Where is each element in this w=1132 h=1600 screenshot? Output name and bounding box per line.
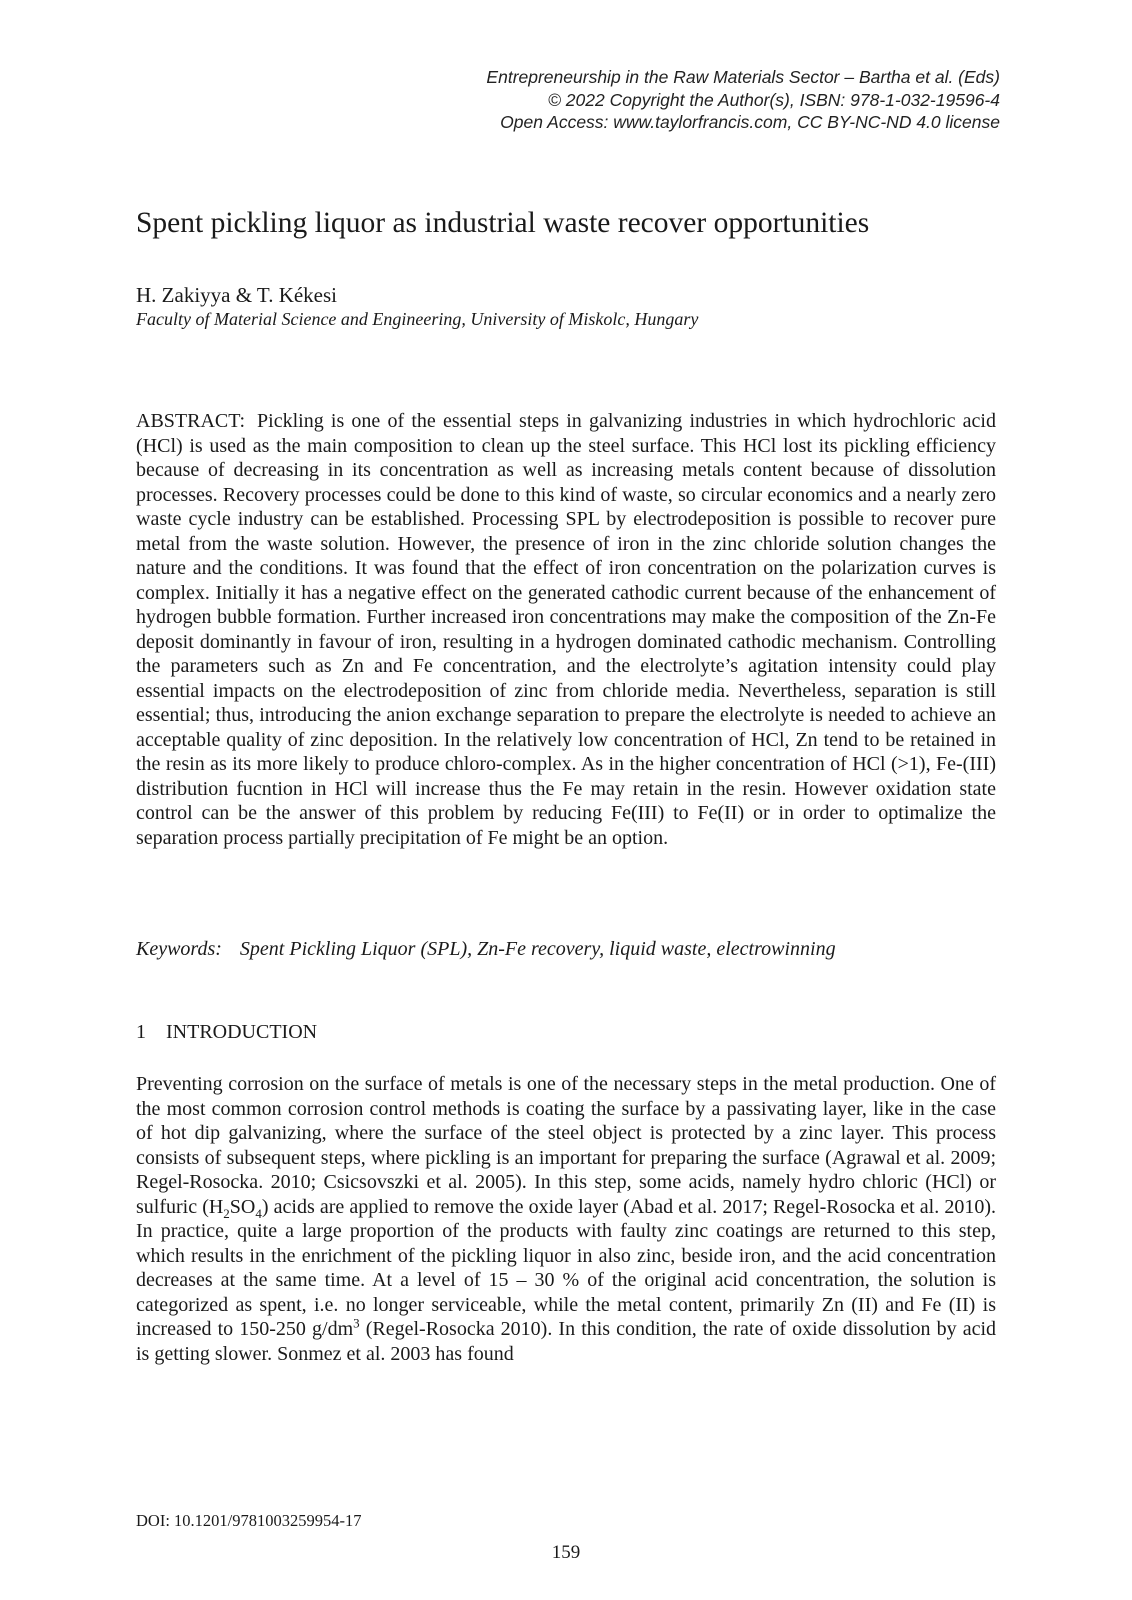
- abstract-label: ABSTRACT:: [136, 410, 246, 432]
- intro-subscript-2: 4: [255, 1205, 262, 1221]
- page-number: 159: [551, 1542, 581, 1563]
- intro-text-1: Preventing corrosion on the surface of metals is one of the necessary steps in the metal production. One of the most common corrosion control methods is coating the surface by a passivating layer, like in the case of hot dip galvanizing, where the surface of the steel object is protected by a zinc layer. This process consists of subsequent steps, where pickling is an important for preparing the surface (Agrawal et al. 2009; Regel-Rosocka. 2010; Csicsovszki et al. 2005). In this step, some acids, namely hydro chloric (HCl) or sulfuric (H: [136, 1073, 996, 1218]
- publication-header: [380, 66, 1000, 134]
- intro-text-4: (Regel-Rosocka 2010). In this condition, the rate of oxide dissolution by acid is getting slower. Sonmez et al. 2003 has found: [136, 1318, 997, 1365]
- keywords-label: Keywords:: [136, 938, 222, 960]
- abstract: [136, 409, 996, 850]
- introduction-paragraph: [136, 1072, 996, 1366]
- paper-title: Spent pickling liquor as industrial waste recover opportunities: [136, 207, 870, 239]
- affiliation: Faculty of Material Science and Engineering, University of Miskolc, Hungary: [136, 309, 699, 329]
- intro-superscript-1: 3: [353, 1315, 360, 1331]
- authors: H. Zakiyya & T. Kékesi: [136, 283, 338, 307]
- section-title: INTRODUCTION: [166, 1021, 318, 1043]
- intro-subscript-1: 2: [223, 1205, 230, 1221]
- section-number: 1: [136, 1021, 146, 1043]
- header-line-book: Entrepreneurship in the Raw Materials Sector – Bartha et al. (Eds): [486, 67, 1000, 87]
- keywords-text: Spent Pickling Liquor (SPL), Zn-Fe recovery, liquid waste, electrowinning: [239, 938, 836, 960]
- keywords: [136, 937, 996, 961]
- doi: DOI: 10.1201/9781003259954-17: [136, 1511, 362, 1530]
- intro-text-2: SO: [229, 1195, 256, 1218]
- abstract-text: Pickling is one of the essential steps in galvanizing industries in which hydrochloric acid (HCl) is used as the main composition to clean up the steel surface. This HCl lost its pickling efficiency because of decreasing in its concentration as well as increasing metals content because of dissolution processes. Recovery processes could be done to this kind of waste, so circular economics and a nearly zero waste cycle industry can be established. Processing SPL by electrodeposition is possible to recover pure metal from the waste solution. However, the presence of iron in the zinc chloride solution changes the nature and the conditions. It was found that the effect of iron concentration on the polarization curves is complex. Initially it has a negative effect on the generated cathodic current because of the enhancement of hydrogen bubble formation. Further increased iron concentrations may make the composition of the Zn-Fe deposit dominantly in favour of iron, resulting in a hydrogen dominated cathodic mechanism. Controlling the parameters such as Zn and Fe concentration, and the electrolyte’s agitation intensity could play essential impacts on the electrodeposition of zinc from chloride media. Nevertheless, separation is still essential; thus, introducing the anion exchange separation to prepare the electrolyte is needed to achieve an acceptable quality of zinc deposition. In the relatively low concentration of HCl, Zn tend to be retained in the resin as its more likely to produce chloro-complex. As in the higher concentration of HCl (>1), Fe-(III) distribution fucntion in HCl will increase thus the Fe may retain in the resin. However oxidation state control can be the answer of this problem by reducing Fe(III) to Fe(II) or in order to optimalize the separation process partially precipitation of Fe might be an option.: [136, 410, 996, 849]
- intro-text-3: ) acids are applied to remove the oxide layer (Abad et al. 2017; Regel-Rosocka et al. 2010). In practice, quite a large proportion of the products with faulty zinc coatings are returned to this step, which results in the enrichment of the pickling liquor in also zinc, beside iron, and the acid concentration decreases at the same time. At a level of 15 – 30 % of the original acid concentration, the solution is categorized as spent, i.e. no longer serviceable, while the metal content, primarily Zn (II) and Fe (II) is increased to 150-250 g/dm: [136, 1195, 996, 1340]
- section-heading: [136, 1020, 317, 1044]
- header-line-copyright: © 2022 Copyright the Author(s), ISBN: 978-1-032-19596-4: [548, 89, 1000, 110]
- header-line-license: Open Access: www.taylorfrancis.com, CC BY-NC-ND 4.0 license: [500, 112, 1000, 132]
